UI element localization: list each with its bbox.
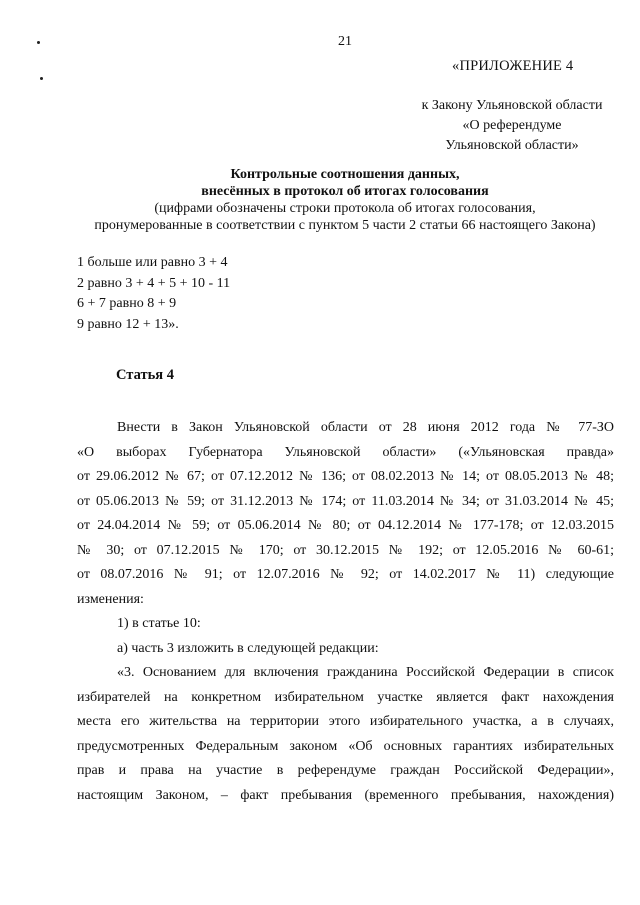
body-line: от 24.04.2014 № 59; от 05.06.2014 № 80; от 04.12.2014 № 177-178; от 12.03.2015 <box>77 518 614 533</box>
appendix-ref-line: Ульяновской области» <box>445 138 579 153</box>
quote-line: места его жительства на территории этого избирательного участка, а в случаях, <box>77 714 614 729</box>
margin-dot <box>40 77 43 80</box>
body-line: № 30; от 07.12.2015 № 170; от 30.12.2015 № 192; от 12.05.2016 № 60-61; <box>77 542 614 558</box>
body-line: «О выборах Губернатора Ульяновской области» («Ульяновская правда» <box>77 444 614 460</box>
page-number: 21 <box>338 34 352 49</box>
heading-bold-line: внесённых в протокол об итогах голосования <box>201 184 489 199</box>
control-ratios-list <box>77 253 230 335</box>
section-heading <box>60 166 630 234</box>
body-line: изменения: <box>77 591 144 607</box>
ratio-line: 9 равно 12 + 13». <box>77 316 179 332</box>
quote-line: «3. Основанием для включения гражданина Российской Федерации в список <box>117 665 614 680</box>
heading-bold-line: Контрольные соотношения данных, <box>230 167 460 182</box>
quote-line: прав и права на участие в референдуме граждан Российской Федерации», <box>77 763 614 778</box>
amendment-subitem: а) часть 3 изложить в следующей редакции: <box>117 640 379 656</box>
body-line: от 05.06.2013 № 59; от 31.12.2013 № 174; от 11.03.2014 № 34; от 31.03.2014 № 45; <box>77 493 614 509</box>
ratio-line: 6 + 7 равно 8 + 9 <box>77 296 177 311</box>
appendix-ref-line: к Закону Ульяновской области <box>421 98 603 113</box>
appendix-ref-line: «О референдуме <box>462 118 562 133</box>
amendment-item: 1) в статье 10: <box>117 616 201 631</box>
body-line: Внести в Закон Ульяновской области от 28 июня 2012 года № 77-ЗО <box>117 420 614 435</box>
article-title: Статья 4 <box>116 367 174 383</box>
article-body <box>77 416 614 808</box>
ratio-line: 2 равно 3 + 4 + 5 + 10 - 11 <box>77 275 231 291</box>
heading-note-line: (цифрами обозначены строки протокола об итогах голосования, <box>154 201 536 216</box>
body-line: от 29.06.2012 № 67; от 07.12.2012 № 136; от 08.02.2013 № 14; от 08.05.2013 № 48; <box>77 469 614 484</box>
appendix-reference <box>392 96 632 156</box>
quote-line: предусмотренных Федеральным законом «Об основных гарантиях избирательных <box>77 738 614 754</box>
heading-note-line: пронумерованные в соответствии с пунктом 5 части 2 статьи 66 настоящего Закона) <box>94 218 596 233</box>
body-line: от 08.07.2016 № 91; от 12.07.2016 № 92; от 14.02.2017 № 11) следующие <box>77 567 614 582</box>
ratio-line: 1 больше или равно 3 + 4 <box>77 255 228 270</box>
quote-line: настоящим Законом, – факт пребывания (временного пребывания, нахождения) <box>77 787 614 803</box>
appendix-title: «ПРИЛОЖЕНИЕ 4 <box>452 58 574 74</box>
quote-line: избирателей на конкретном избирательном участке является факт нахождения <box>77 689 614 705</box>
